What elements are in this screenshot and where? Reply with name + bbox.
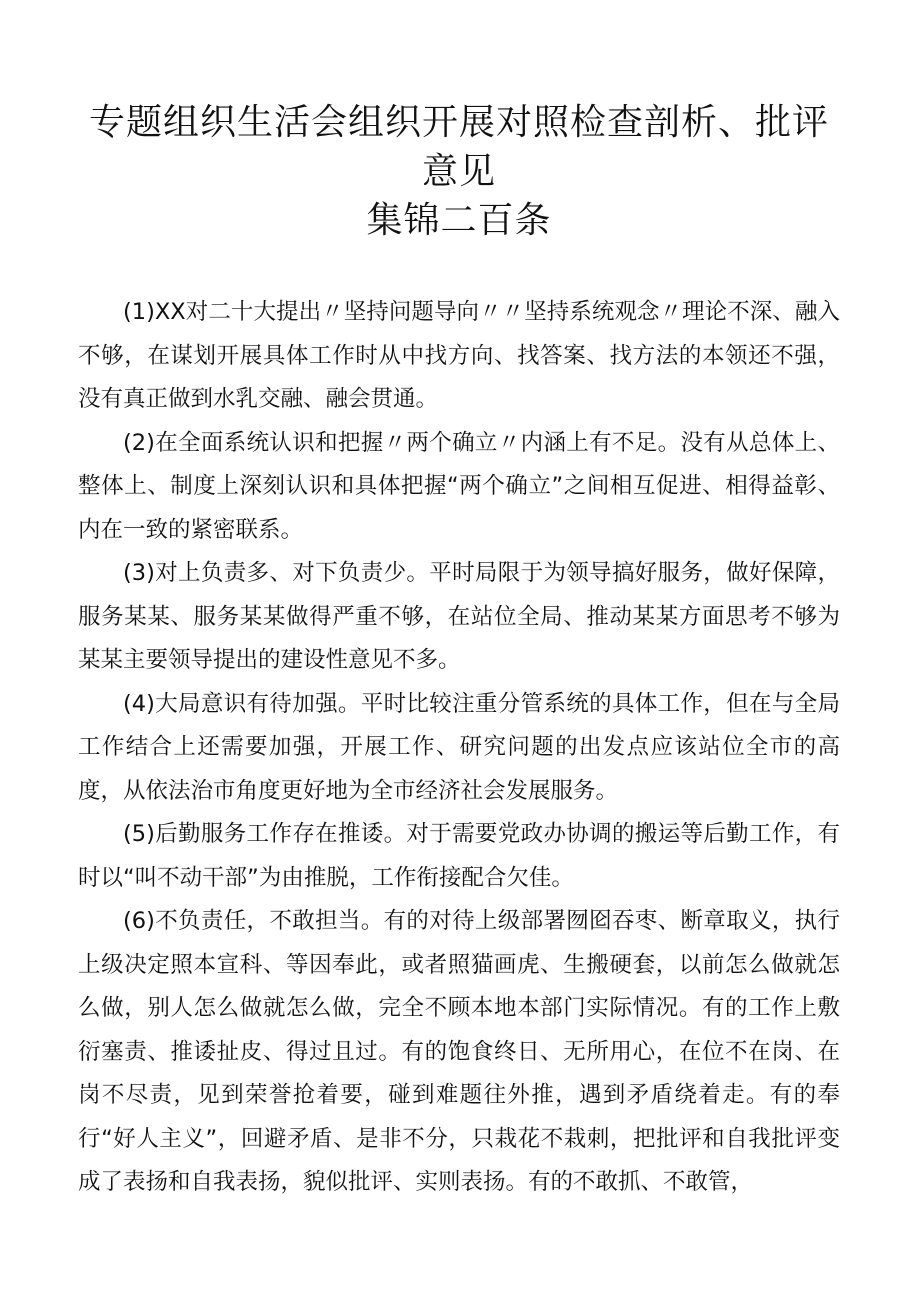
paragraph-3: (3)对上负责多、对下负责少。平时局限于为领导搞好服务，做好保障，服务某某、服务某某做得严重不够，在站位全局、推动某某方面思考不够为某某主要领导提出的建设性意见不多。: [78, 560, 840, 673]
paragraph-5: (5)后勤服务工作存在推诿。对于需要党政办协调的搬运等后勤工作，有时以“叫不动干部”为由推脱，工作衔接配合欠佳。: [78, 821, 840, 891]
paragraph-1: (1)XX对二十大提出〃坚持问题导向〃〃坚持系统观念〃理论不深、融入不够，在谋划开展具体工作时从中找方向、找答案、找方法的本领还不强，没有真正做到水乳交融、融会贯通。: [78, 299, 840, 412]
document-title: [78, 98, 840, 245]
paragraph-4: (4)大局意识有待加强。平时比较注重分管系统的具体工作，但在与全局工作结合上还需要加强，开展工作、研究问题的出发点应该站位全市的高度，从依法治市角度更好地为全市经济社会发展服务。: [78, 690, 840, 804]
paragraph-2: (2)在全面系统认识和把握〃两个确立〃内涵上有不足。没有从总体上、整体上、制度上深刻认识和具体把握“两个确立”之间相互促进、相得益彰、内在一致的紧密联系。: [78, 429, 840, 543]
title-line-1: 专题组织生活会组织开展对照检查剖析、批评意见: [88, 102, 829, 192]
title-line-2: 集锦二百条: [366, 200, 552, 241]
document-body: [78, 291, 840, 1205]
paragraph-6: (6)不负责任，不敢担当。有的对待上级部署囫囵吞枣、断章取义，执行上级决定照本宣科、等因奉此，或者照猫画虎、生搬硬套，以前怎么做就怎么做，别人怎么做就怎么做，完全不顾本地本部门实际情况。有的工作上敷衍塞责、推诿扯皮、得过且过。有的饱食终日、无所用心，在位不在岗、在岗不尽责，见到荣誉抢着要，碰到难题往外推，遇到矛盾绕着走。有的奉行“好人主义”，回避矛盾、是非不分，只栽花不栽刺，把批评和自我批评变成了表扬和自我表扬，貌似批评、实则表扬。有的不敢抓、不敢管，: [78, 908, 840, 1195]
